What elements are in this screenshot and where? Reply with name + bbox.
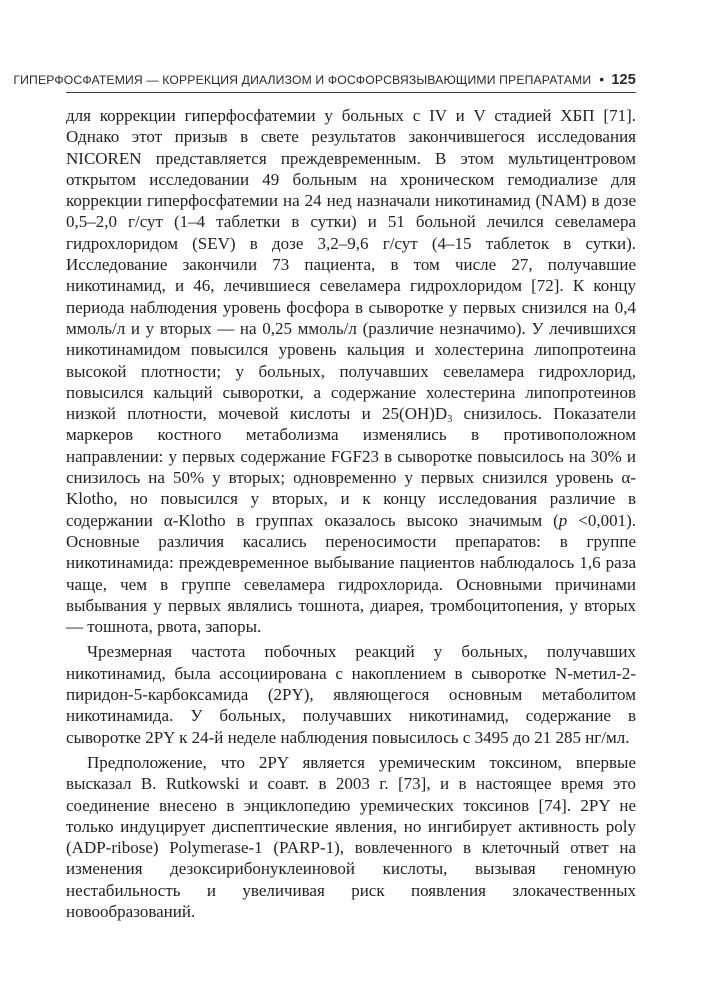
paragraph-uremic-toxin: Предположение, что 2PY является уремическим токсином, впервые высказал B. Rutkowski и соавт. в 2003 г. [73], и в настоящее время это соединение внесено в энциклопедию уремических токсинов [74]. 2PY не только индуцирует диспептические явления, но ингибирует активность poly (ADP-ribose) Polymerase-1 (PARP-1), вовлеченного в клеточный ответ на изменения дезоксирибонуклеиновой кислоты, вызывая геномную нестабильность и увеличивая риск появления злокачественных новообразований. — [66, 752, 636, 921]
paragraph-text: снизилось. Показатели маркеров костного метаболизма изменялись в противоположном направлении: у первых содержание FGF23 в сыворотке повысилось на 30% и снизилось на 50% у вторых; одновременно у первых снизился уровень α-Klotho, но повысился у вторых, и к концу исследования различие в содержании α-Klotho в группах оказалось высоко значимым ( — [66, 404, 637, 530]
page-number: 125 — [611, 72, 636, 88]
paragraph-nicoren-study — [66, 105, 636, 637]
running-header — [13, 67, 636, 93]
running-header-title: ГИПЕРФОСФАТЕМИЯ — КОРРЕКЦИЯ ДИАЛИЗОМ И ФОСФОРСВЯЗЫВАЮЩИМИ ПРЕПАРАТАМИ — [13, 73, 592, 87]
paragraph-text: для коррекции гиперфосфатемии у больных с IV и V стадией ХБП [71]. Однако этот призыв в свете результатов закончившегося исследования NICOREN представляется преждевременным. В этом мультицентровом открытом исследовании 49 больным на хроническом гемодиализе для коррекции гиперфосфатемии на 24 нед назначали никотинамид (NAM) в дозе 0,5–2,0 г/сут (1–4 таблетки в сутки) и 51 больной лечился севеламера гидрохлоридом (SEV) в дозе 3,2–9,6 г/сут (4–15 таблеток в сутки). Исследование закончили 73 пациента, в том числе 27, получавшие никотинамид, и 46, лечившиеся севеламера гидрохлоридом [72]. К концу периода наблюдения уровень фосфора в сыворотке у первых снизился на 0,4 ммоль/л и у вторых — на 0,25 ммоль/л (различие незначимо). У лечившихся никотинамидом повысился уровень кальция и холестерина липопротеина высокой плотности; у больных, получавших севеламера гидрохлорид, повысился кальций сыворотки, а содержание холестерина липопротеинов низкой плотности, мочевой кислоты и 25(OH)D — [66, 106, 636, 424]
page-body — [66, 105, 636, 922]
subscript: 3 — [447, 414, 453, 426]
bullet-separator: • — [599, 71, 605, 87]
italic-p-value: p — [558, 510, 568, 530]
paragraph-side-effects: Чрезмерная частота побочных реакций у больных, получавших никотинамид, была ассоциирована с накоплением в сыворотке N-метил-2-пиридон-5-карбоксамида (2PY), являющегося основным метаболитом никотинамида. У больных, получавших никотинамид, содержание в сыворотке 2PY к 24-й неделе наблюдения повысилось с 3495 до 21 285 нг/мл. — [66, 642, 636, 747]
paragraph-text: <0,001). Основные различия касались переносимости препаратов: в группе никотинамида: преждевременное выбывание пациентов наблюдалось 1,6 раза чаще, чем в группе севеламера гидрохлорида. Основными причинами выбывания у первых являлись тошнота, диарея, тромбоцитопения, у вторых — тошнота, рвота, запоры. — [66, 510, 636, 637]
